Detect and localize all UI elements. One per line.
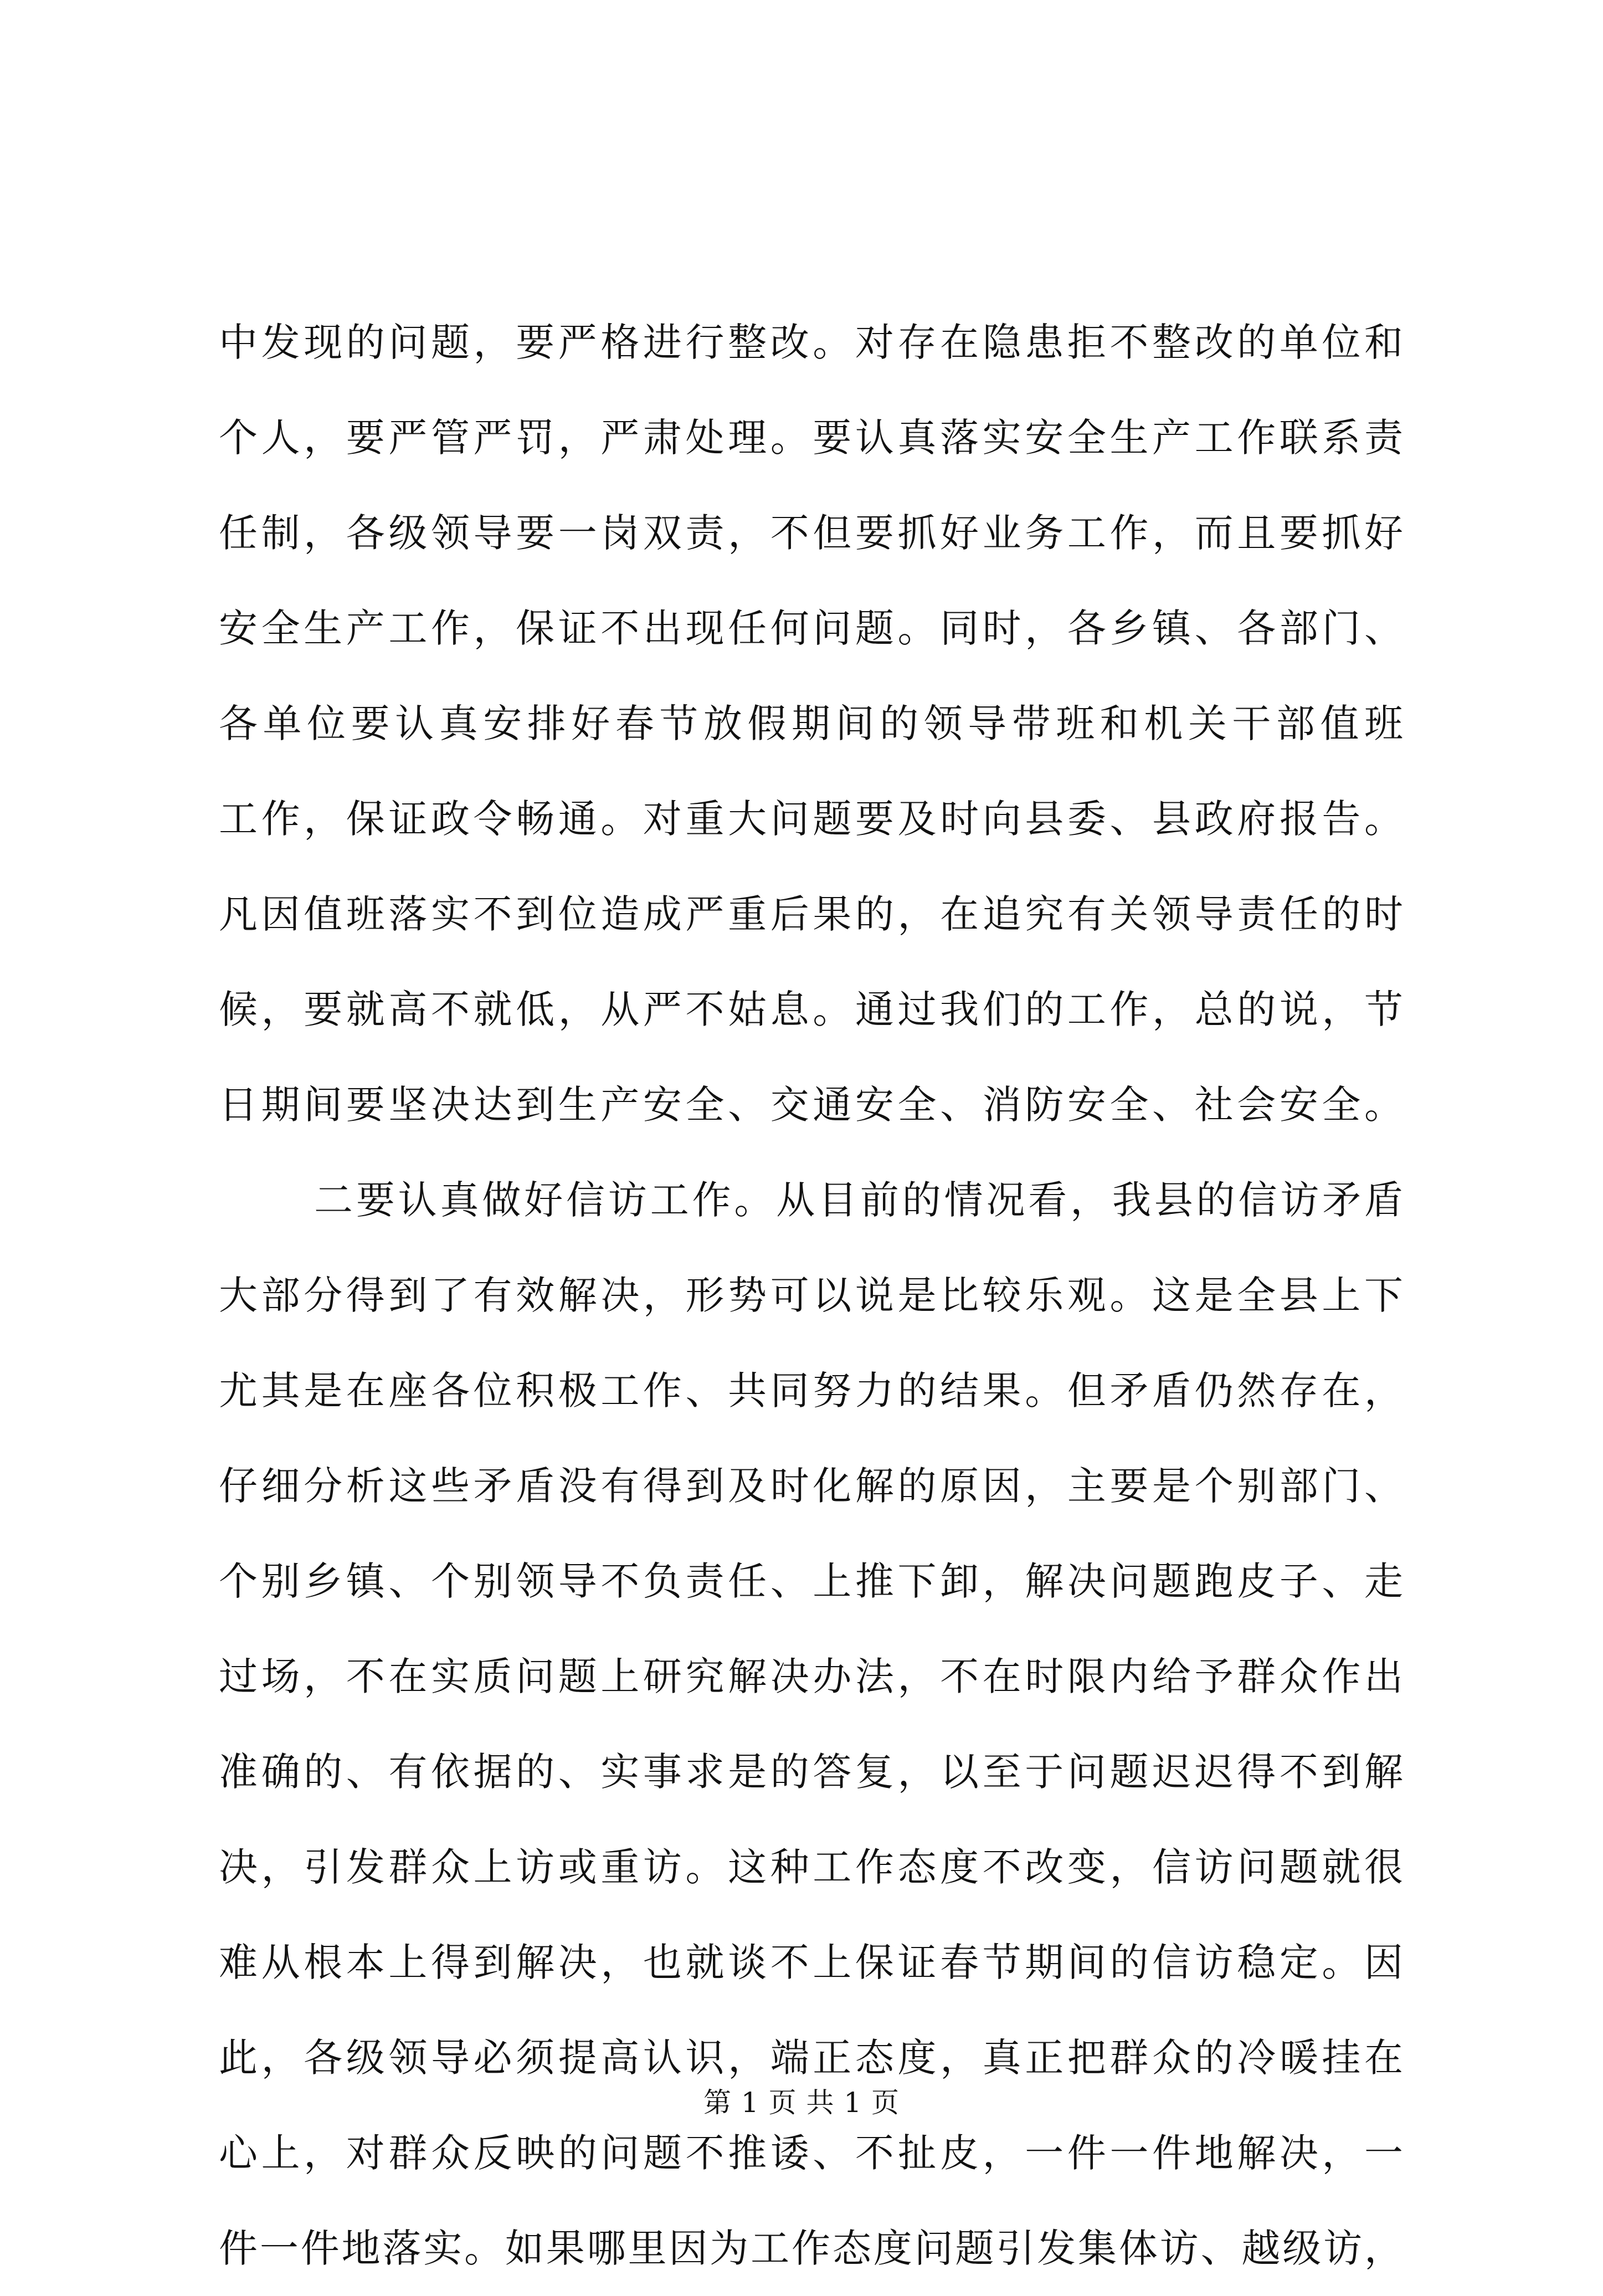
body-text: [219, 295, 1404, 2296]
text-line: 各单位要认真安排好春节放假期间的领导带班和机关干部值班: [219, 701, 1404, 746]
text-line: 难从根本上得到解决，也就谈不上保证春节期间的信访稳定。因: [219, 1940, 1404, 1985]
text-line: 任制，各级领导要一岗双责，不但要抓好业务工作，而且要抓好: [219, 510, 1404, 556]
text-line: 候，要就高不就低，从严不姑息。通过我们的工作，总的说，节: [219, 987, 1404, 1032]
text-line: 中发现的问题，要严格进行整改。对存在隐患拒不整改的单位和: [219, 320, 1404, 365]
text-line: 安全生产工作，保证不出现任何问题。同时，各乡镇、各部门、: [219, 606, 1404, 651]
paragraph-start-line: 二要认真做好信访工作。从目前的情况看，我县的信访矛盾: [314, 1177, 1404, 1223]
page-footer: 第 1 页 共 1 页: [703, 2087, 900, 2119]
text-line: 准确的、有依据的、实事求是的答复，以至于问题迟迟得不到解: [219, 1749, 1404, 1795]
text-line: 尤其是在座各位积极工作、共同努力的结果。但矛盾仍然存在，: [219, 1368, 1404, 1413]
text-line: 过场，不在实质问题上研究解决办法，不在时限内给予群众作出: [219, 1654, 1404, 1699]
text-line: 工作，保证政令畅通。对重大问题要及时向县委、县政府报告。: [219, 796, 1404, 842]
text-line: 心上，对群众反映的问题不推诿、不扯皮，一件一件地解决，一: [219, 2130, 1404, 2176]
text-line: 个别乡镇、个别领导不负责任、上推下卸，解决问题跑皮子、走: [219, 1559, 1404, 1604]
text-line: 件一件地落实。如果哪里因为工作态度问题引发集体访、越级访，: [219, 2226, 1404, 2271]
text-line: 凡因值班落实不到位造成严重后果的，在追究有关领导责任的时: [219, 891, 1404, 937]
text-line: 决，引发群众上访或重访。这种工作态度不改变，信访问题就很: [219, 1844, 1404, 1890]
text-line: 仔细分析这些矛盾没有得到及时化解的原因，主要是个别部门、: [219, 1463, 1404, 1509]
text-line: 日期间要坚决达到生产安全、交通安全、消防安全、社会安全。: [219, 1082, 1404, 1128]
text-line: 个人，要严管严罚，严肃处理。要认真落实安全生产工作联系责: [219, 415, 1404, 460]
text-line: 大部分得到了有效解决，形势可以说是比较乐观。这是全县上下: [219, 1273, 1404, 1318]
text-line: 此，各级领导必须提高认识，端正态度，真正把群众的冷暖挂在: [219, 2035, 1404, 2080]
